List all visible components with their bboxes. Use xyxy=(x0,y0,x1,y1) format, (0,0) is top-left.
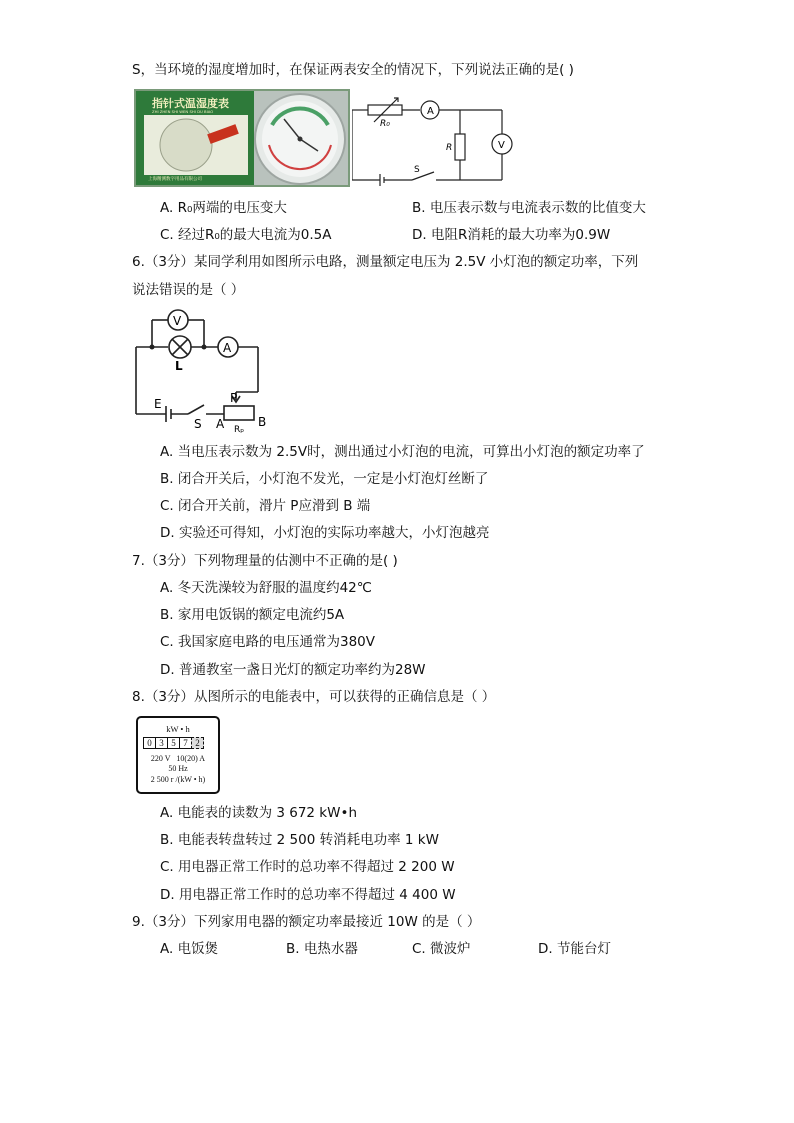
meter-revolutions: 2 500 r /(kW • h) xyxy=(150,775,206,784)
q5-option-a: A. R₀两端的电压变大 xyxy=(160,200,287,216)
q6-end-b-label: B xyxy=(258,415,267,429)
q5-voltmeter-label: V xyxy=(498,140,505,151)
q6-option-c: C. 闭合开关前，滑片 P应滑到 B 端 xyxy=(160,498,371,514)
q6-end-a-label: A xyxy=(216,417,225,431)
q8-stem: 8.（3分）从图所示的电能表中，可以获得的正确信息是（ ） xyxy=(132,689,496,705)
q8-option-a: A. 电能表的读数为 3 672 kW•h xyxy=(160,805,357,821)
box-pinyin: ZHI ZHEN SHI WEN SHI DU BIAO xyxy=(152,109,214,114)
q7-option-c: C. 我国家庭电路的电压通常为380V xyxy=(160,634,376,650)
meter-digit: 0 xyxy=(143,737,156,749)
q5-r-label: R xyxy=(446,143,453,153)
q6-rp-label: Rₚ xyxy=(234,425,245,434)
q5-r0-label: R₀ xyxy=(380,119,390,129)
q6-option-d: D. 实验还可得知，小灯泡的实际功率越大，小灯泡越亮 xyxy=(160,525,490,541)
meter-digits xyxy=(143,737,204,749)
q9-option-b: B. 电热水器 xyxy=(286,941,358,957)
q5-switch-label: S xyxy=(414,165,420,175)
meter-unit: kW • h xyxy=(166,724,190,734)
q6-stem-line2: 说法错误的是（ ） xyxy=(132,282,245,298)
q6-switch-label: S xyxy=(194,417,202,431)
q5-option-b: B. 电压表示数与电流表示数的比值变大 xyxy=(412,200,646,216)
q7-option-b: B. 家用电饭锅的额定电流约5A xyxy=(160,607,345,623)
q6-battery-label: E xyxy=(154,397,162,411)
q5-option-c: C. 经过R₀的最大电流为0.5A xyxy=(160,227,332,243)
q9-option-a: A. 电饭煲 xyxy=(160,941,219,957)
q7-option-a: A. 冬天洗澡较为舒服的温度约42℃ xyxy=(160,580,372,596)
q5-option-d: D. 电阻R消耗的最大功率为0.9W xyxy=(412,227,611,243)
q5-stem: S，当环境的湿度增加时，在保证两表安全的情况下，下列说法正确的是( ) xyxy=(132,62,574,78)
meter-digit: 5 xyxy=(167,737,180,749)
q8-option-d: D. 用电器正常工作时的总功率不得超过 4 400 W xyxy=(160,887,456,903)
q6-option-b: B. 闭合开关后，小灯泡不发光，一定是小灯泡灯丝断了 xyxy=(160,471,489,487)
meter-rating: 220 V 10(20) A xyxy=(150,754,206,763)
q9-option-c: C. 微波炉 xyxy=(412,941,471,957)
q9-stem: 9.（3分）下列家用电器的额定功率最接近 10W 的是（ ） xyxy=(132,914,481,930)
meter-digit-decimal: 2 xyxy=(191,737,204,749)
meter-digit: 7 xyxy=(179,737,192,749)
q6-ammeter-label: A xyxy=(223,341,232,355)
q8-option-b: B. 电能表转盘转过 2 500 转消耗电功率 1 kW xyxy=(160,832,439,848)
q6-option-a: A. 当电压表示数为 2.5V时，测出通过小灯泡的电流，可算出小灯泡的额定功率了 xyxy=(160,444,645,460)
q6-circuit-diagram xyxy=(132,306,272,434)
q9-option-d: D. 节能台灯 xyxy=(538,941,611,957)
q6-lamp-label: L xyxy=(175,359,183,373)
q8-option-c: C. 用电器正常工作时的总功率不得超过 2 200 W xyxy=(160,859,455,875)
q7-stem: 7.（3分）下列物理量的估测中不正确的是( ) xyxy=(132,553,398,569)
q6-voltmeter-label: V xyxy=(173,314,182,328)
meter-digit: 3 xyxy=(155,737,168,749)
meter-frequency: 50 Hz xyxy=(168,764,188,773)
hygrometer-photo xyxy=(134,89,350,187)
box-label: 指针式温湿度表 xyxy=(152,97,229,110)
box-maker: 上海精测数字用品有限公司 xyxy=(148,177,202,182)
q6-slider-p-label: P xyxy=(230,391,238,405)
q5-ammeter-label: A xyxy=(427,106,434,117)
q5-circuit-diagram xyxy=(352,92,522,188)
energy-meter xyxy=(136,716,220,794)
q6-stem-line1: 6.（3分）某同学利用如图所示电路，测量额定电压为 2.5V 小灯泡的额定功率，下列 xyxy=(132,254,639,270)
q7-option-d: D. 普通教室一盏日光灯的额定功率约为28W xyxy=(160,662,426,678)
